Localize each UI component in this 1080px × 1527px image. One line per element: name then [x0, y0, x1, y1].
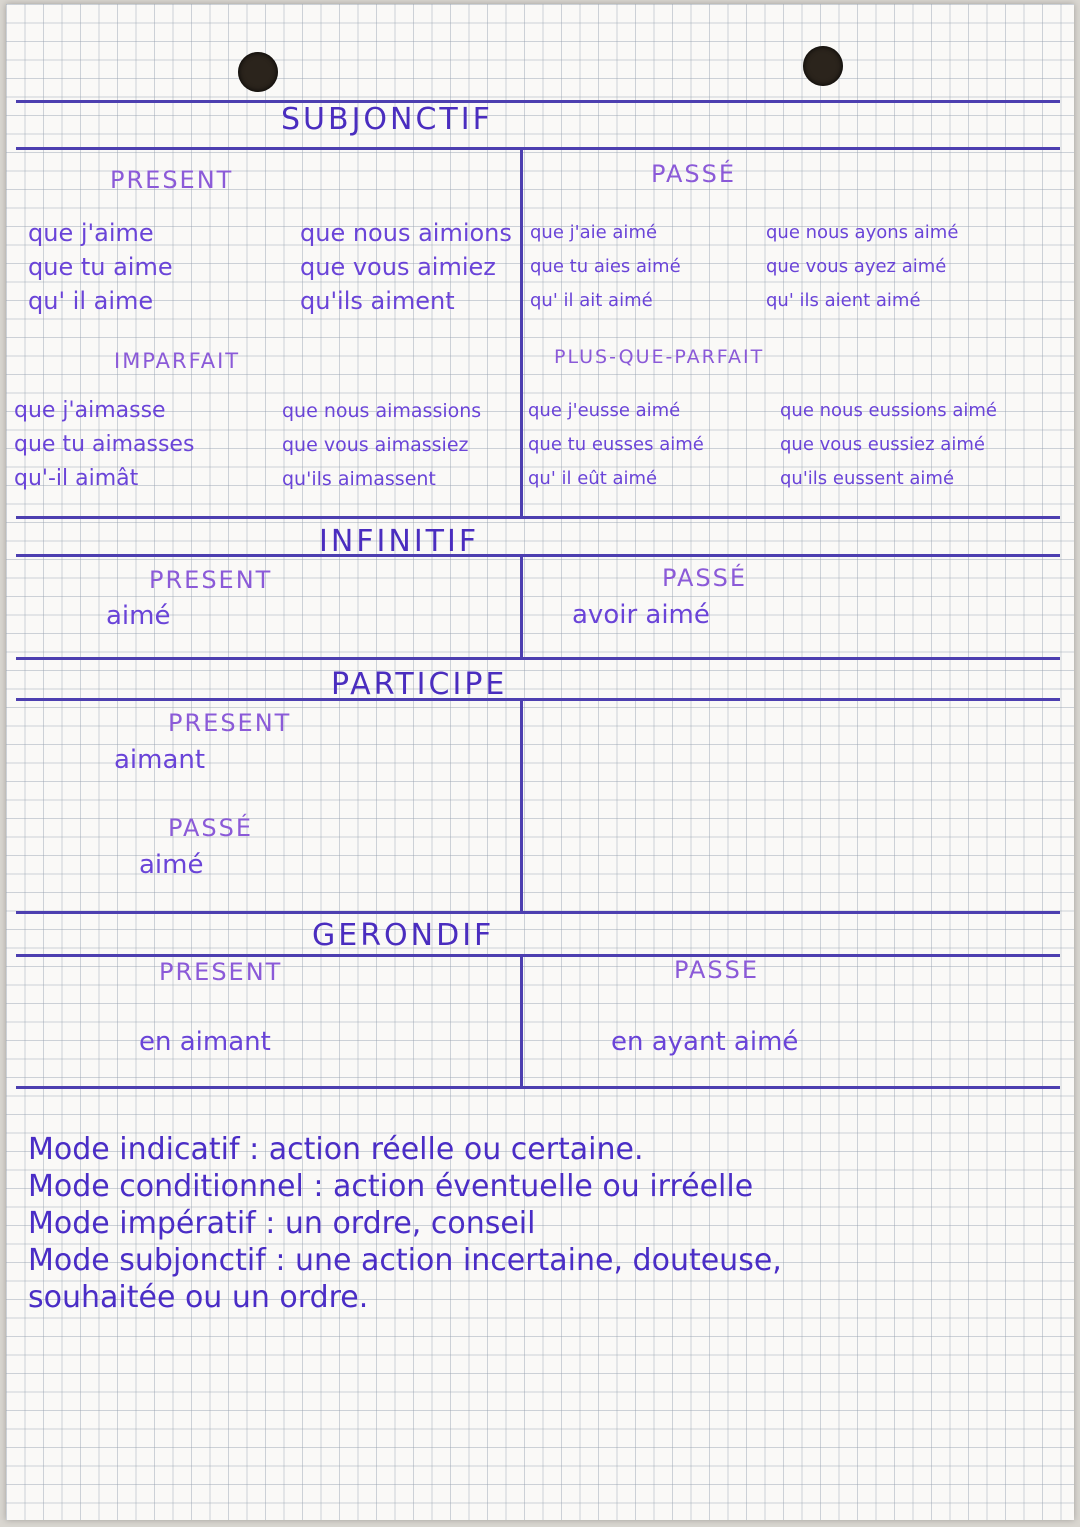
conjugation-line: que tu eusses aimé [528, 434, 704, 455]
section-title-infinitif: INFINITIF [319, 524, 480, 559]
subjonctif-present-plural [300, 216, 512, 318]
conjugation-line: qu' il aime [28, 287, 154, 315]
infinitif-passe-value: avoir aimé [572, 600, 710, 630]
subjonctif-imparfait-singular [14, 394, 194, 496]
subjonctif-imparfait-label: IMPARFAIT [114, 349, 241, 373]
participe-present-value: aimant [114, 745, 206, 775]
note-line: Mode conditionnel : action éventuelle ou irréelle [28, 1169, 754, 1204]
conjugation-line: qu' il eût aimé [528, 468, 658, 489]
gerondif-present-value: en aimant [139, 1027, 271, 1057]
punch-hole [238, 52, 278, 92]
note-line: souhaitée ou un ordre. [28, 1280, 369, 1315]
conjugation-line: que j'aie aimé [530, 222, 658, 243]
rule-line [16, 100, 1060, 103]
note-line: Mode impératif : un ordre, conseil [28, 1206, 536, 1241]
conjugation-line: qu'-il aimât [14, 466, 139, 491]
subjonctif-imparfait-plural [282, 394, 481, 496]
notebook-page [6, 4, 1074, 1520]
rule-line [16, 911, 1060, 914]
mode-notes [28, 1131, 782, 1316]
subjonctif-plus-que-parfait-singular [528, 394, 704, 496]
conjugation-line: que j'eusse aimé [528, 400, 681, 421]
conjugation-line: qu'ils aiment [300, 287, 455, 315]
conjugation-line: que vous aimiez [300, 253, 496, 281]
conjugation-line: que vous aimassiez [282, 434, 469, 456]
conjugation-line: qu'ils eussent aimé [780, 468, 955, 489]
section-title-subjonctif: SUBJONCTIF [281, 102, 493, 137]
conjugation-line: que j'aimasse [14, 398, 166, 423]
participe-present-label: PRESENT [168, 709, 292, 737]
conjugation-line: qu'ils aimassent [282, 468, 436, 490]
conjugation-line: qu' il ait aimé [530, 290, 653, 311]
punch-hole [803, 46, 843, 86]
infinitif-passe-label: PASSÉ [662, 564, 747, 592]
subjonctif-passe-plural [766, 216, 958, 318]
conjugation-line: que vous eussiez aimé [780, 434, 985, 455]
gerondif-present-label: PRESENT [159, 958, 283, 986]
conjugation-line: qu' ils aient aimé [766, 290, 921, 311]
column-divider [520, 554, 523, 658]
note-line: Mode subjonctif : une action incertaine, douteuse, [28, 1243, 782, 1278]
participe-passe-value: aimé [139, 850, 204, 880]
conjugation-line: que nous eussions aimé [780, 400, 997, 421]
rule-line [16, 657, 1060, 660]
subjonctif-present-label: PRESENT [110, 166, 234, 194]
rule-line [16, 954, 1060, 957]
rule-line [16, 516, 1060, 519]
conjugation-line: que tu aimasses [14, 432, 195, 457]
subjonctif-passe-label: PASSÉ [651, 160, 736, 188]
conjugation-line: que tu aies aimé [530, 256, 681, 277]
section-title-participe: PARTICIPE [331, 667, 508, 702]
subjonctif-present-singular [28, 216, 173, 318]
section-title-gerondif: GERONDIF [312, 918, 495, 953]
rule-line [16, 554, 1060, 557]
infinitif-present-value: aimé [106, 601, 171, 631]
gerondif-passe-label: PASSE [674, 956, 759, 984]
column-divider [520, 954, 523, 1087]
subjonctif-passe-singular [530, 216, 681, 318]
column-divider [520, 698, 523, 912]
subjonctif-plus-que-parfait-plural [780, 394, 997, 496]
conjugation-line: que j'aime [28, 219, 154, 247]
column-divider [520, 147, 523, 517]
rule-line [16, 1086, 1060, 1089]
rule-line [16, 147, 1060, 150]
infinitif-present-label: PRESENT [149, 566, 273, 594]
rule-line [16, 698, 1060, 701]
conjugation-line: que nous ayons aimé [766, 222, 959, 243]
conjugation-line: que tu aime [28, 253, 173, 281]
conjugation-line: que vous ayez aimé [766, 256, 947, 277]
gerondif-passe-value: en ayant aimé [611, 1027, 799, 1057]
note-line: Mode indicatif : action réelle ou certaine. [28, 1132, 644, 1167]
participe-passe-label: PASSÉ [168, 814, 253, 842]
conjugation-line: que nous aimions [300, 219, 512, 247]
subjonctif-plus-que-parfait-label: PLUS-QUE-PARFAIT [554, 346, 765, 368]
conjugation-line: que nous aimassions [282, 400, 482, 422]
